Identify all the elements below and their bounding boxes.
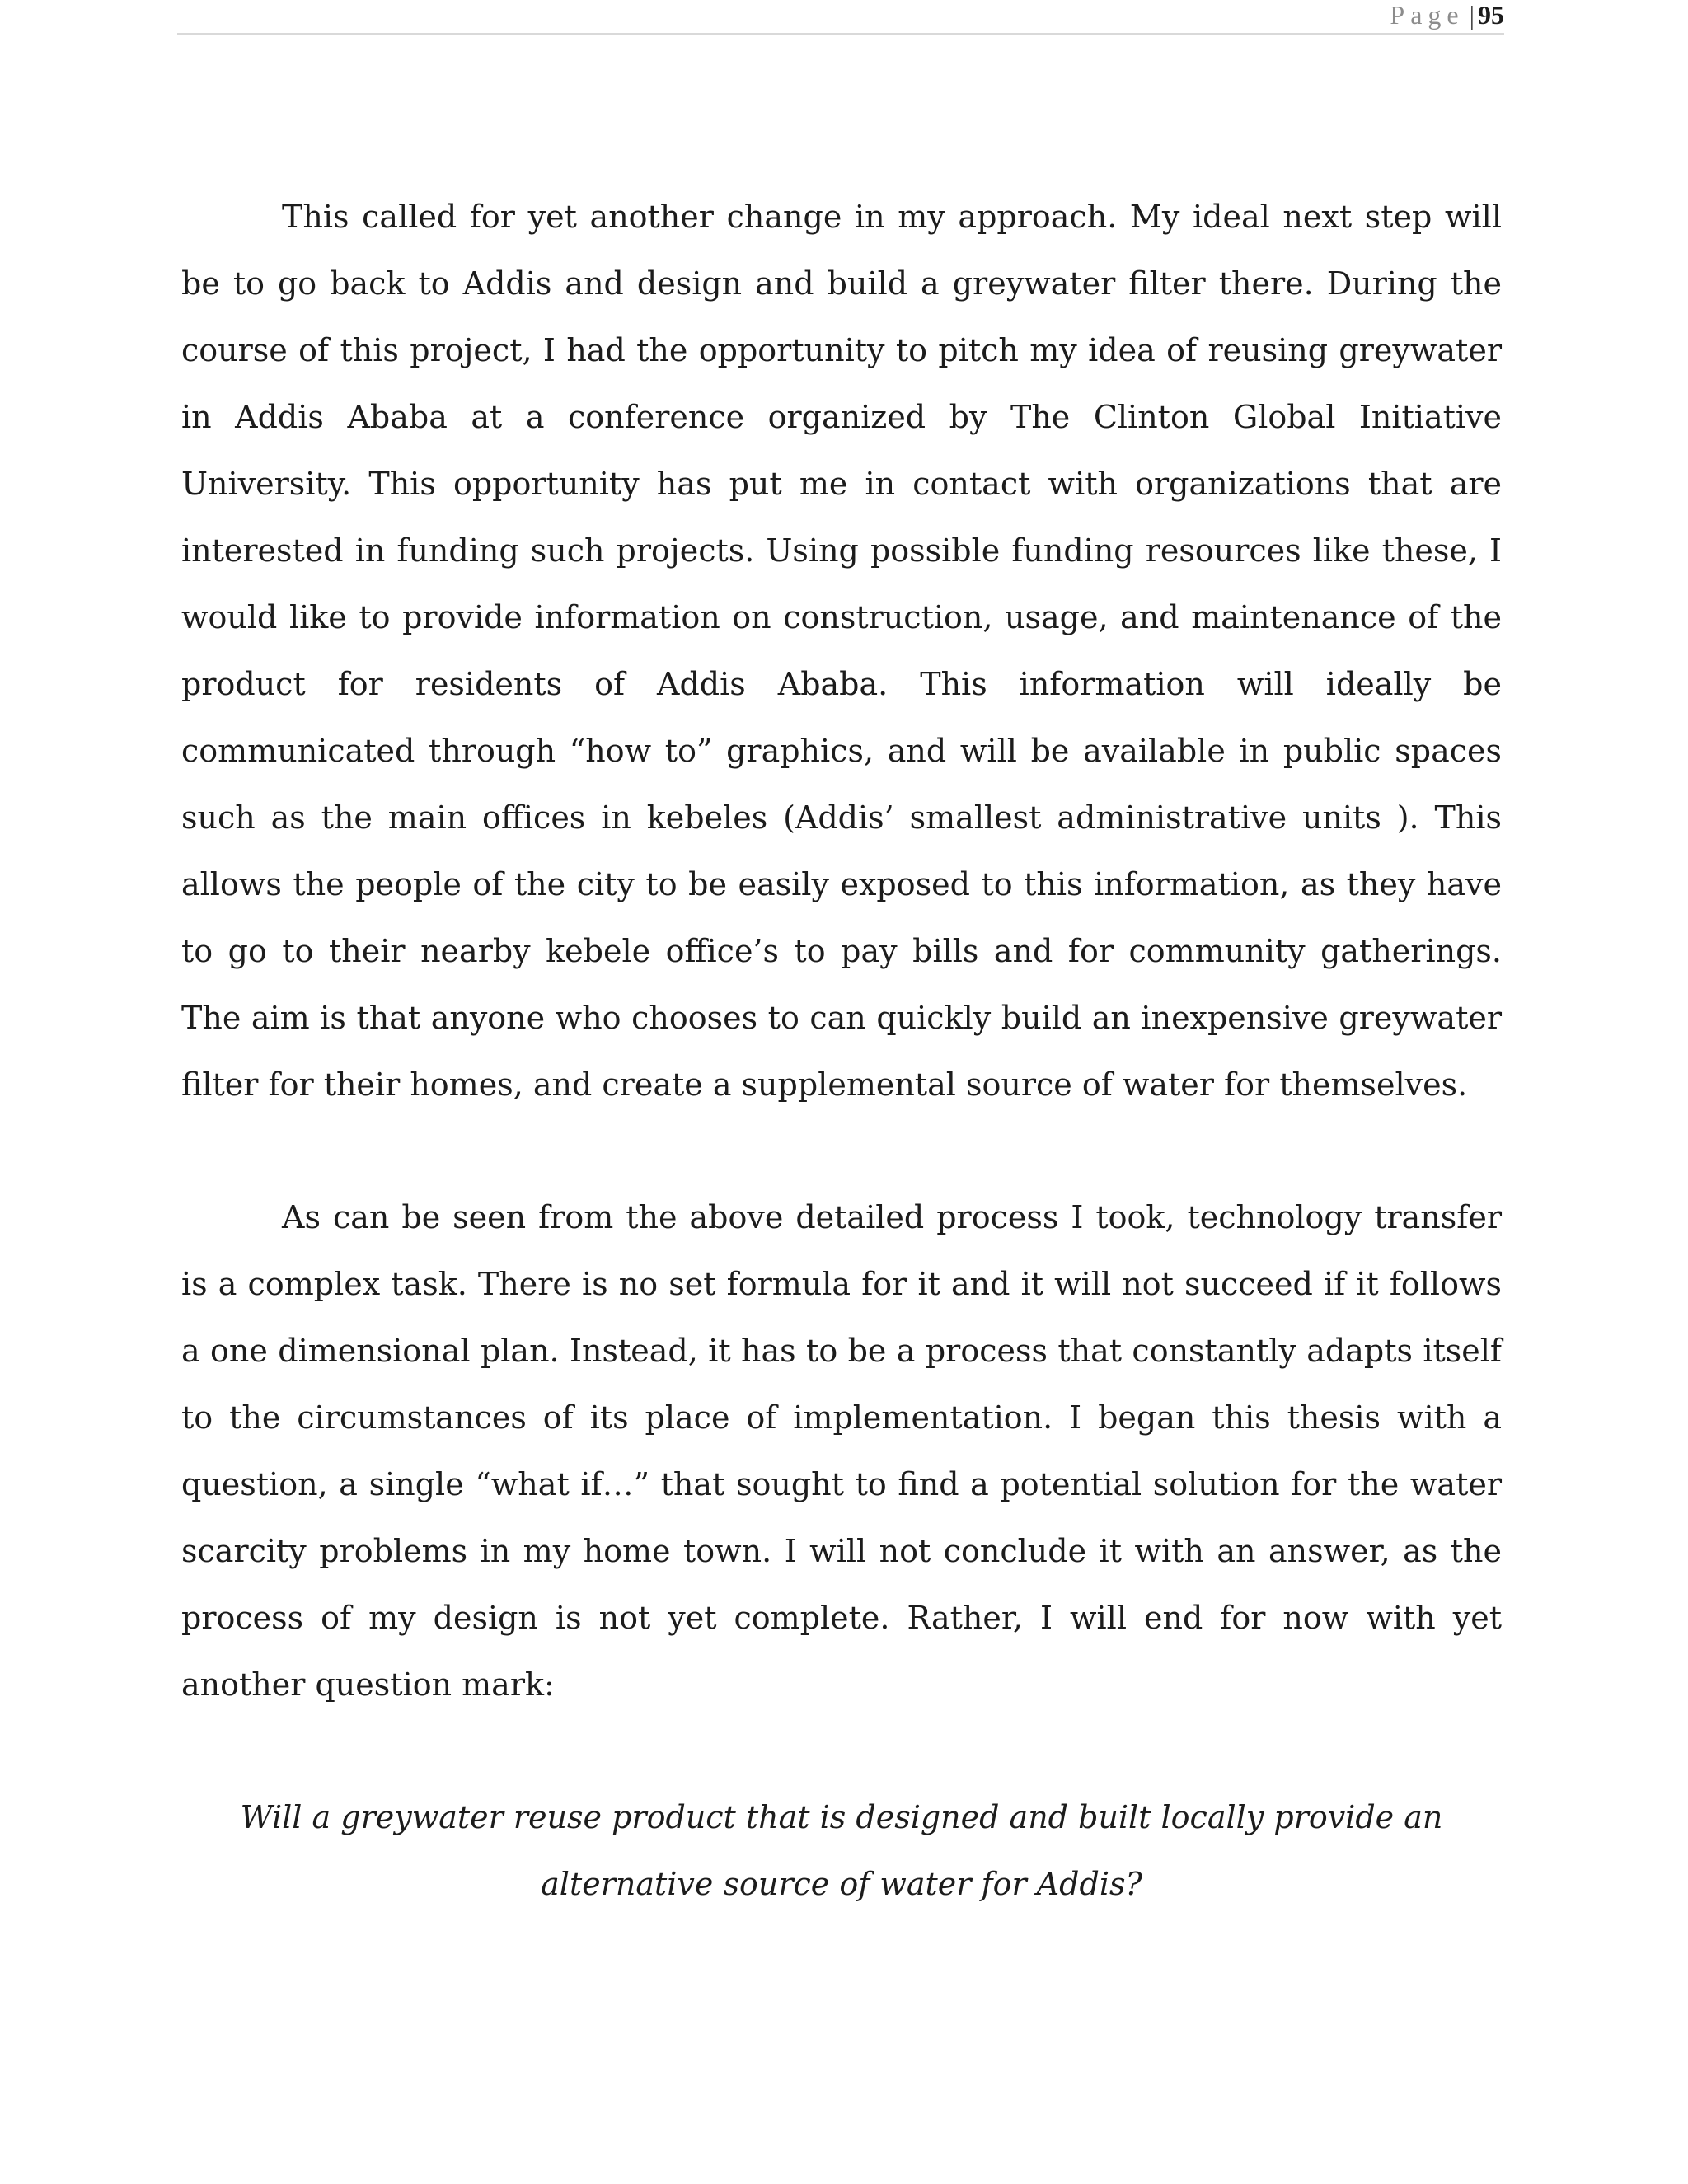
page-separator: | (1469, 0, 1475, 30)
page-number: 95 (1478, 0, 1504, 30)
page-header (177, 0, 1504, 35)
page-body (181, 184, 1502, 1918)
closing-question: Will a greywater reuse product that is designed and built locally provide an alternative source of water for Addis? (240, 1799, 1443, 1902)
paragraph-technology-transfer: As can be seen from the above detailed process I took, technology transfer is a complex task. There is no set formula for it and it will not succeed if it follows a one dimensional plan. Instead, it has to be a process that constantly adapts itself to the circumstances of its place of implementation. I began this thesis with a question, a single “what if…” that sought to find a potential solution for the water scarcity problems in my home town. I will not conclude it with an answer, as the process of my design is not yet complete. Rather, I will end for now with yet another question mark: (181, 1199, 1502, 1703)
page-label: Page (1390, 0, 1465, 30)
paragraph-next-step: This called for yet another change in my approach. My ideal next step will be to go back to Addis and design and build a greywater filter there. During the course of this project, I had the opportunity to pitch my idea of reusing greywater in Addis Ababa at a conference organized by The Clinton Global Initiative University. This opportunity has put me in contact with organizations that are interested in funding such projects. Using possible funding resources like these, I would like to provide information on construction, usage, and maintenance of the product for residents of Addis Ababa. This information will ideally be communicated through “how to” graphics, and will be available in public spaces such as the main offices in kebeles (Addis’ smallest administrative units ). This allows the people of the city to be easily exposed to this information, as they have to go to their nearby kebele office’s to pay bills and for community gatherings. The aim is that anyone who chooses to can quickly build an inexpensive greywater filter for their homes, and create a supplemental source of water for themselves. (181, 199, 1502, 1103)
